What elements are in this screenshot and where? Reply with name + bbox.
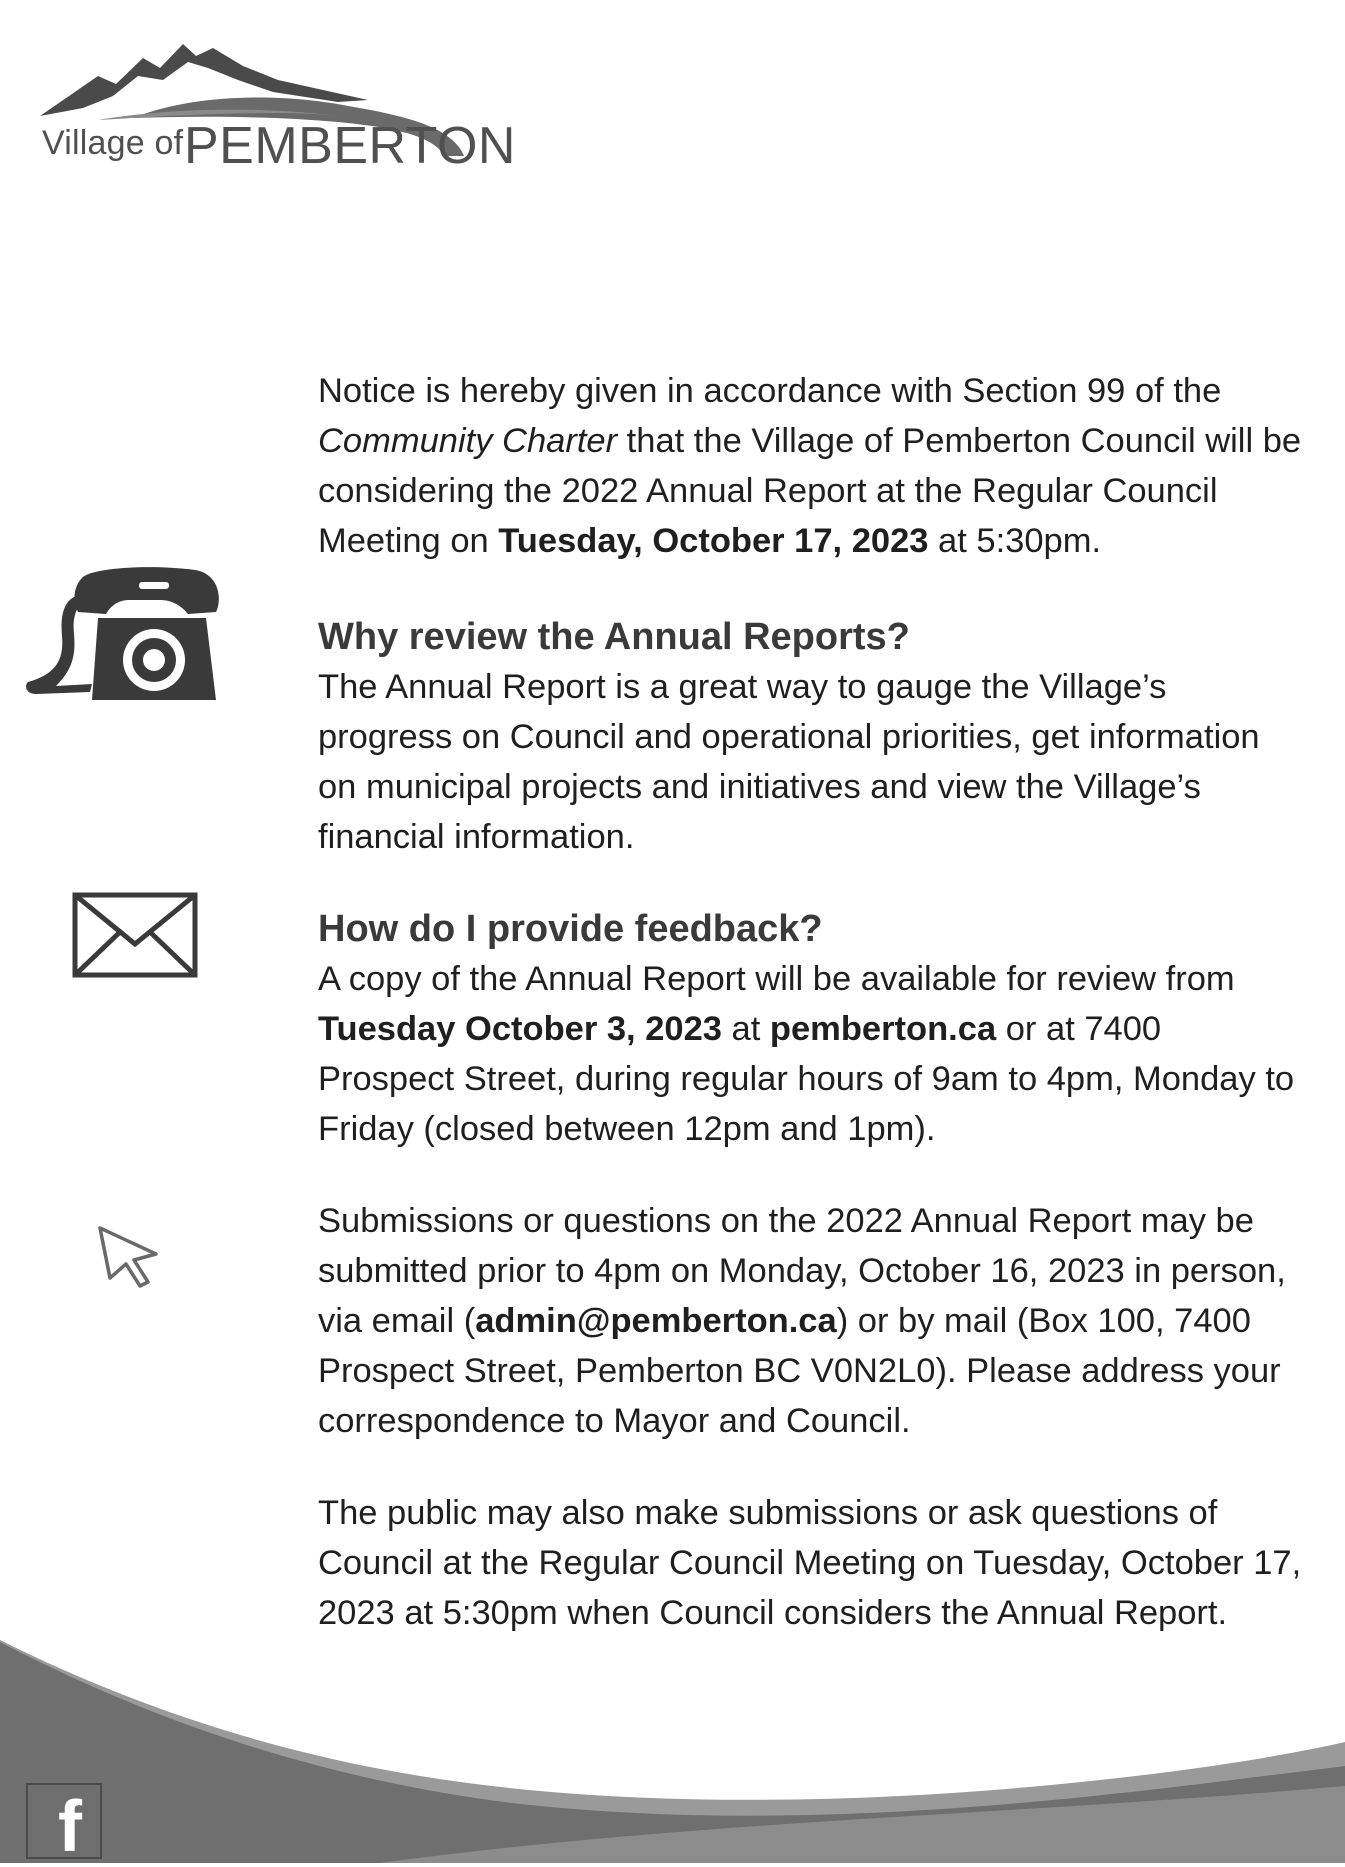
notice-text-3: at 5:30pm. <box>928 522 1102 560</box>
village-logo <box>38 36 516 176</box>
notice-body <box>318 366 1303 1638</box>
notice-text-2: that the Village of Pemberton Council will be considering the 2022 Annual Report at the Regular Council Meeting on <box>318 422 1302 560</box>
logo-village-of-text: Village of <box>42 124 184 162</box>
website-link[interactable]: pemberton.ca <box>769 1010 997 1048</box>
submissions-paragraph <box>318 1196 1303 1446</box>
feedback-heading: How do I provide feedback? <box>318 908 823 950</box>
feedback-text-2: at <box>721 1010 770 1048</box>
feedback-body <box>318 954 1303 1154</box>
community-charter-title: Community Charter <box>318 422 618 460</box>
notice-paragraph <box>318 366 1303 566</box>
why-review-section <box>318 612 1303 862</box>
submissions-text-2: ) or by mail (Box 100, 7400 Prospect Street, Pemberton BC V0N2L0). Please address your correspondence to Mayor and Council. <box>318 1302 1281 1440</box>
notice-text-1: is hereby given in accordance with Section 99 of the <box>415 372 1222 410</box>
notice-lead: Notice <box>318 372 416 410</box>
facebook-icon[interactable] <box>26 1783 102 1867</box>
why-review-heading: Why review the Annual Reports? <box>318 616 910 658</box>
meeting-date: Tuesday, October 17, 2023 <box>498 522 929 560</box>
footer-wave <box>0 1580 1345 1867</box>
review-start-date: Tuesday October 3, 2023 <box>318 1010 722 1048</box>
logo-pemberton-text: PEMBERTON <box>184 117 516 175</box>
telephone-icon <box>20 560 220 705</box>
envelope-icon <box>72 892 198 978</box>
submissions-text-1: Submissions or questions on the 2022 Annual Report may be submitted prior to 4pm on Monday, October 16, 2023 in person, via email ( <box>318 1202 1286 1340</box>
why-review-body: The Annual Report is a great way to gauge the Village’s progress on Council and operational priorities, get information on municipal projects and initiatives and view the Village’s financial information. <box>318 668 1260 856</box>
feedback-section <box>318 904 1303 1154</box>
feedback-text-1: A copy of the Annual Report will be available for review from <box>318 960 1235 998</box>
email-link[interactable]: admin@pemberton.ca <box>475 1302 837 1340</box>
public-paragraph: The public may also make submissions or ask questions of Council at the Regular Council Meeting on Tuesday, October 17, 2023 at 5:30pm when Council considers the Annual Report. <box>318 1494 1302 1632</box>
facebook-glyph: f <box>58 1787 82 1867</box>
feedback-text-3: or at 7400 Prospect Street, during regular hours of 9am to 4pm, Monday to Friday (closed between 12pm and 1pm). <box>318 1010 1295 1148</box>
cursor-icon <box>96 1224 166 1290</box>
